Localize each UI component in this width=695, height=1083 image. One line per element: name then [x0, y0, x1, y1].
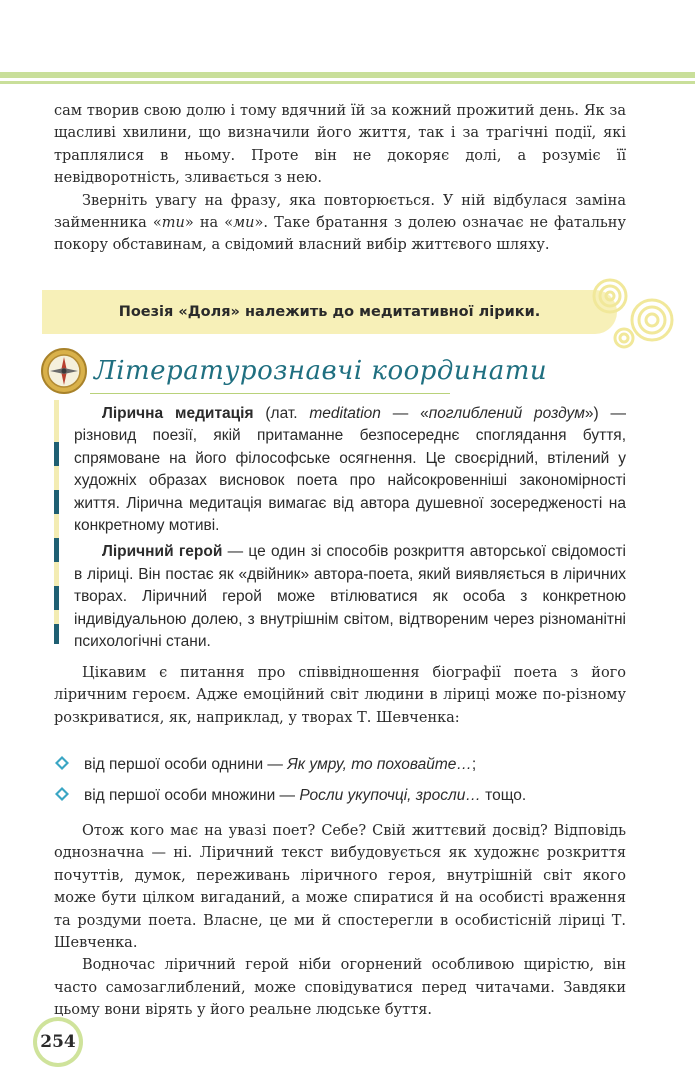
side-bar-segment: [54, 562, 59, 586]
side-bar-segment: [54, 624, 59, 644]
side-bar-segment: [54, 538, 59, 562]
body-paragraph-5: Водночас ліричний герой ніби огорнений особливою щирістю, він часто самозаглиблений, може сповідуватися перед читачами. Завдяки цьому вони вірять у його реальне людське буття.: [54, 957, 626, 1019]
header-rule: [0, 72, 695, 78]
side-bar-segment: [54, 514, 59, 538]
banner-text: Поезія «Доля» належить до медитативної лірики.: [118, 304, 541, 320]
intro-paragraph-2: Зверніть увагу на фразу, яка повторюється. У ній відбулася заміна займенника «ти» на «ми». Таке братання з долею означає не фатальну покору обставинам, а свідомий власний вибір життєвого шляху.: [54, 192, 626, 254]
body-paragraph-3: Цікавим є питання про співвідношення біографії поета з його ліричним героєм. Адже емоційний світ людини в ліриці може по-різному розкриватися, як, наприклад, у творах Т. Шевченка:: [54, 665, 626, 726]
intro-text: [54, 100, 626, 257]
side-bar-segment: [54, 490, 59, 514]
side-bar-segment: [54, 610, 59, 624]
swirl-ornament-icon: [580, 268, 680, 358]
side-bar-segment: [54, 400, 59, 442]
highlight-banner: [42, 290, 617, 334]
body-paragraphs: [54, 820, 626, 1022]
list-item: від першої особи однини — Як умру, то поховайте…;: [54, 754, 626, 776]
diamond-bullet-icon: [54, 786, 70, 802]
diamond-bullet-icon: [54, 755, 70, 771]
definition-lyric-meditation: Лірична медитація (лат. meditation — «поглиблений роздум») — різновид поезії, якій притаманне безпосереднє споглядання буття, спрямоване на його філософське осягнення. Це своєрідний, втілений у художніх образах висновок поета про найсокровенніші закономірності життя. Лірична медитація вимагає від автора душевної зосередженості на конкретному мотиві.: [74, 405, 627, 535]
list-item: від першої особи множини — Росли укупочці, зросли… тощо.: [54, 785, 626, 807]
section-title: Літературознавчі координати: [94, 356, 548, 386]
side-bar-segment: [54, 586, 59, 610]
definitions-block: [74, 403, 626, 653]
side-bar-segment: [54, 466, 59, 490]
header-rule-thin: [0, 81, 695, 84]
page-number: 254: [37, 1021, 79, 1063]
page-number-badge: [33, 1017, 83, 1067]
section-title-underline: [90, 393, 450, 394]
side-bar-segment: [54, 442, 59, 466]
definition-lyric-hero: Ліричний герой — це один зі способів розкриття авторської свідомості в ліриці. Він постає як «двійник» автора-поета, який виявляється в ліричних творах. Ліричний герой може втілюватися як особа з конкретною індивідуальною долею, з внутрішнім світом, відтвореним через різноманітні психологічні стани.: [74, 543, 626, 651]
compass-icon: [40, 347, 88, 395]
intro-paragraph-1: сам творив свою долю і тому вдячний їй за кожний прожитий день. Як за щасливі хвилини, що визначили його життя, так і за трагічні події, які траплялися в ньому. Проте він не докоряє долі, а розуміє її невідворотність, зливається з нею.: [54, 103, 626, 187]
body-paragraph-4: Отож кого має на увазі поет? Себе? Свій життєвий досвід? Відповідь однозначна — ні. Ліричний текст вибудовується як художнє розкриття почуттів, думок, переживань ліричного героя, внутрішній світ якого може бути цілком вигаданий, а може спиратися й на особисті враження та роздуми поета. Власне, це ми й спостерегли в особистісній ліриці Т. Шевченка.: [54, 823, 626, 952]
